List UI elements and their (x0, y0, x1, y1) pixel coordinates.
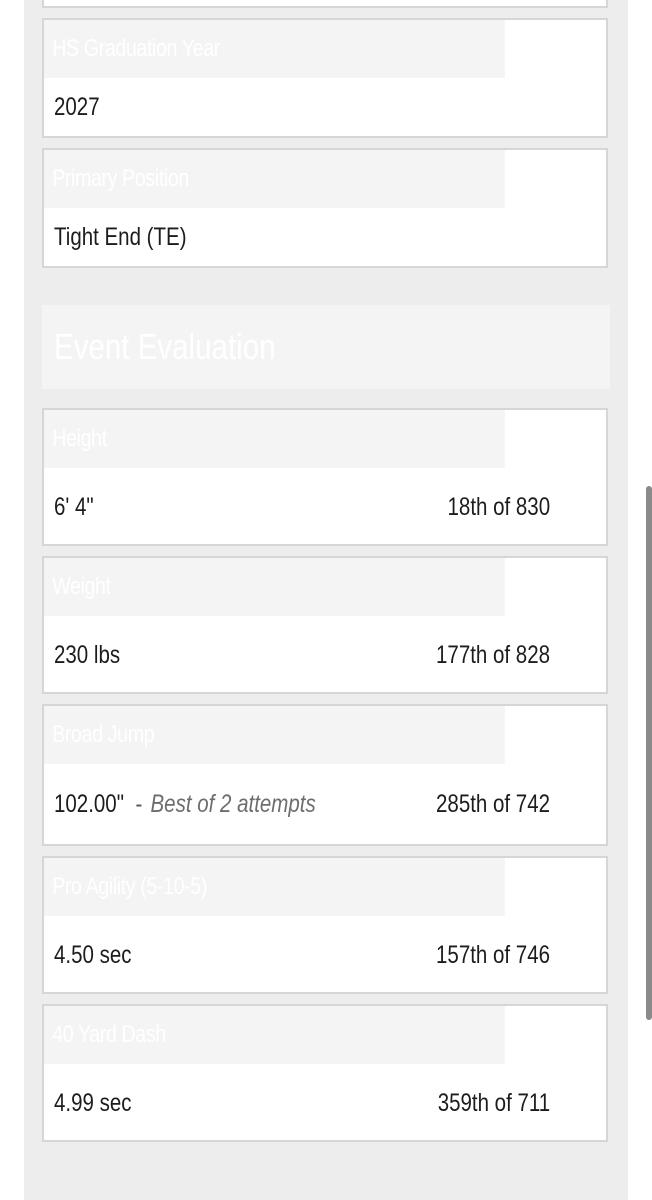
metric-rank: 18th of 830 (447, 493, 550, 521)
graduation-year-row (44, 78, 606, 136)
metric-row (44, 916, 606, 994)
metric-label: 40 Yard Dash (44, 1006, 505, 1064)
metric-note: Best of 2 attempts (150, 790, 316, 818)
metric-row (44, 1064, 606, 1142)
metric-label: Weight (44, 558, 505, 616)
metric-card-weight (42, 556, 608, 694)
metric-value: 6' 4" (54, 493, 94, 521)
page-scrollbar[interactable] (646, 486, 652, 1020)
primary-position-card (42, 148, 608, 268)
graduation-year-label: HS Graduation Year (44, 20, 505, 78)
metric-label: Broad Jump (44, 706, 505, 764)
metric-row (44, 616, 606, 694)
metric-value: 4.50 sec (54, 941, 132, 969)
metric-separator: - (135, 790, 143, 818)
event-evaluation-title: Event Evaluation (54, 326, 276, 367)
metric-rank: 285th of 742 (436, 790, 550, 818)
metric-row (44, 468, 606, 546)
metric-card-pro-agility (42, 856, 608, 994)
previous-card-bottom (42, 0, 608, 8)
metric-card-broad-jump (42, 704, 608, 846)
primary-position-value: Tight End (TE) (54, 223, 187, 251)
metric-value-group (54, 764, 316, 844)
event-evaluation-header (42, 305, 610, 389)
metric-card-height (42, 408, 608, 546)
primary-position-row (44, 208, 606, 266)
metric-rank: 157th of 746 (436, 941, 550, 969)
graduation-year-card (42, 18, 608, 138)
metric-row (44, 764, 606, 844)
metric-label: Height (44, 410, 505, 468)
metric-card-40-yard-dash (42, 1004, 608, 1142)
metric-rank: 177th of 828 (436, 641, 550, 669)
graduation-year-value: 2027 (54, 93, 100, 121)
metric-value: 4.99 sec (54, 1089, 132, 1117)
metric-rank: 359th of 711 (437, 1089, 550, 1117)
metric-value: 102.00" (54, 790, 124, 818)
metric-value: 230 lbs (54, 641, 121, 669)
metric-label: Pro Agility (5-10-5) (44, 858, 505, 916)
primary-position-label: Primary Position (44, 150, 505, 208)
